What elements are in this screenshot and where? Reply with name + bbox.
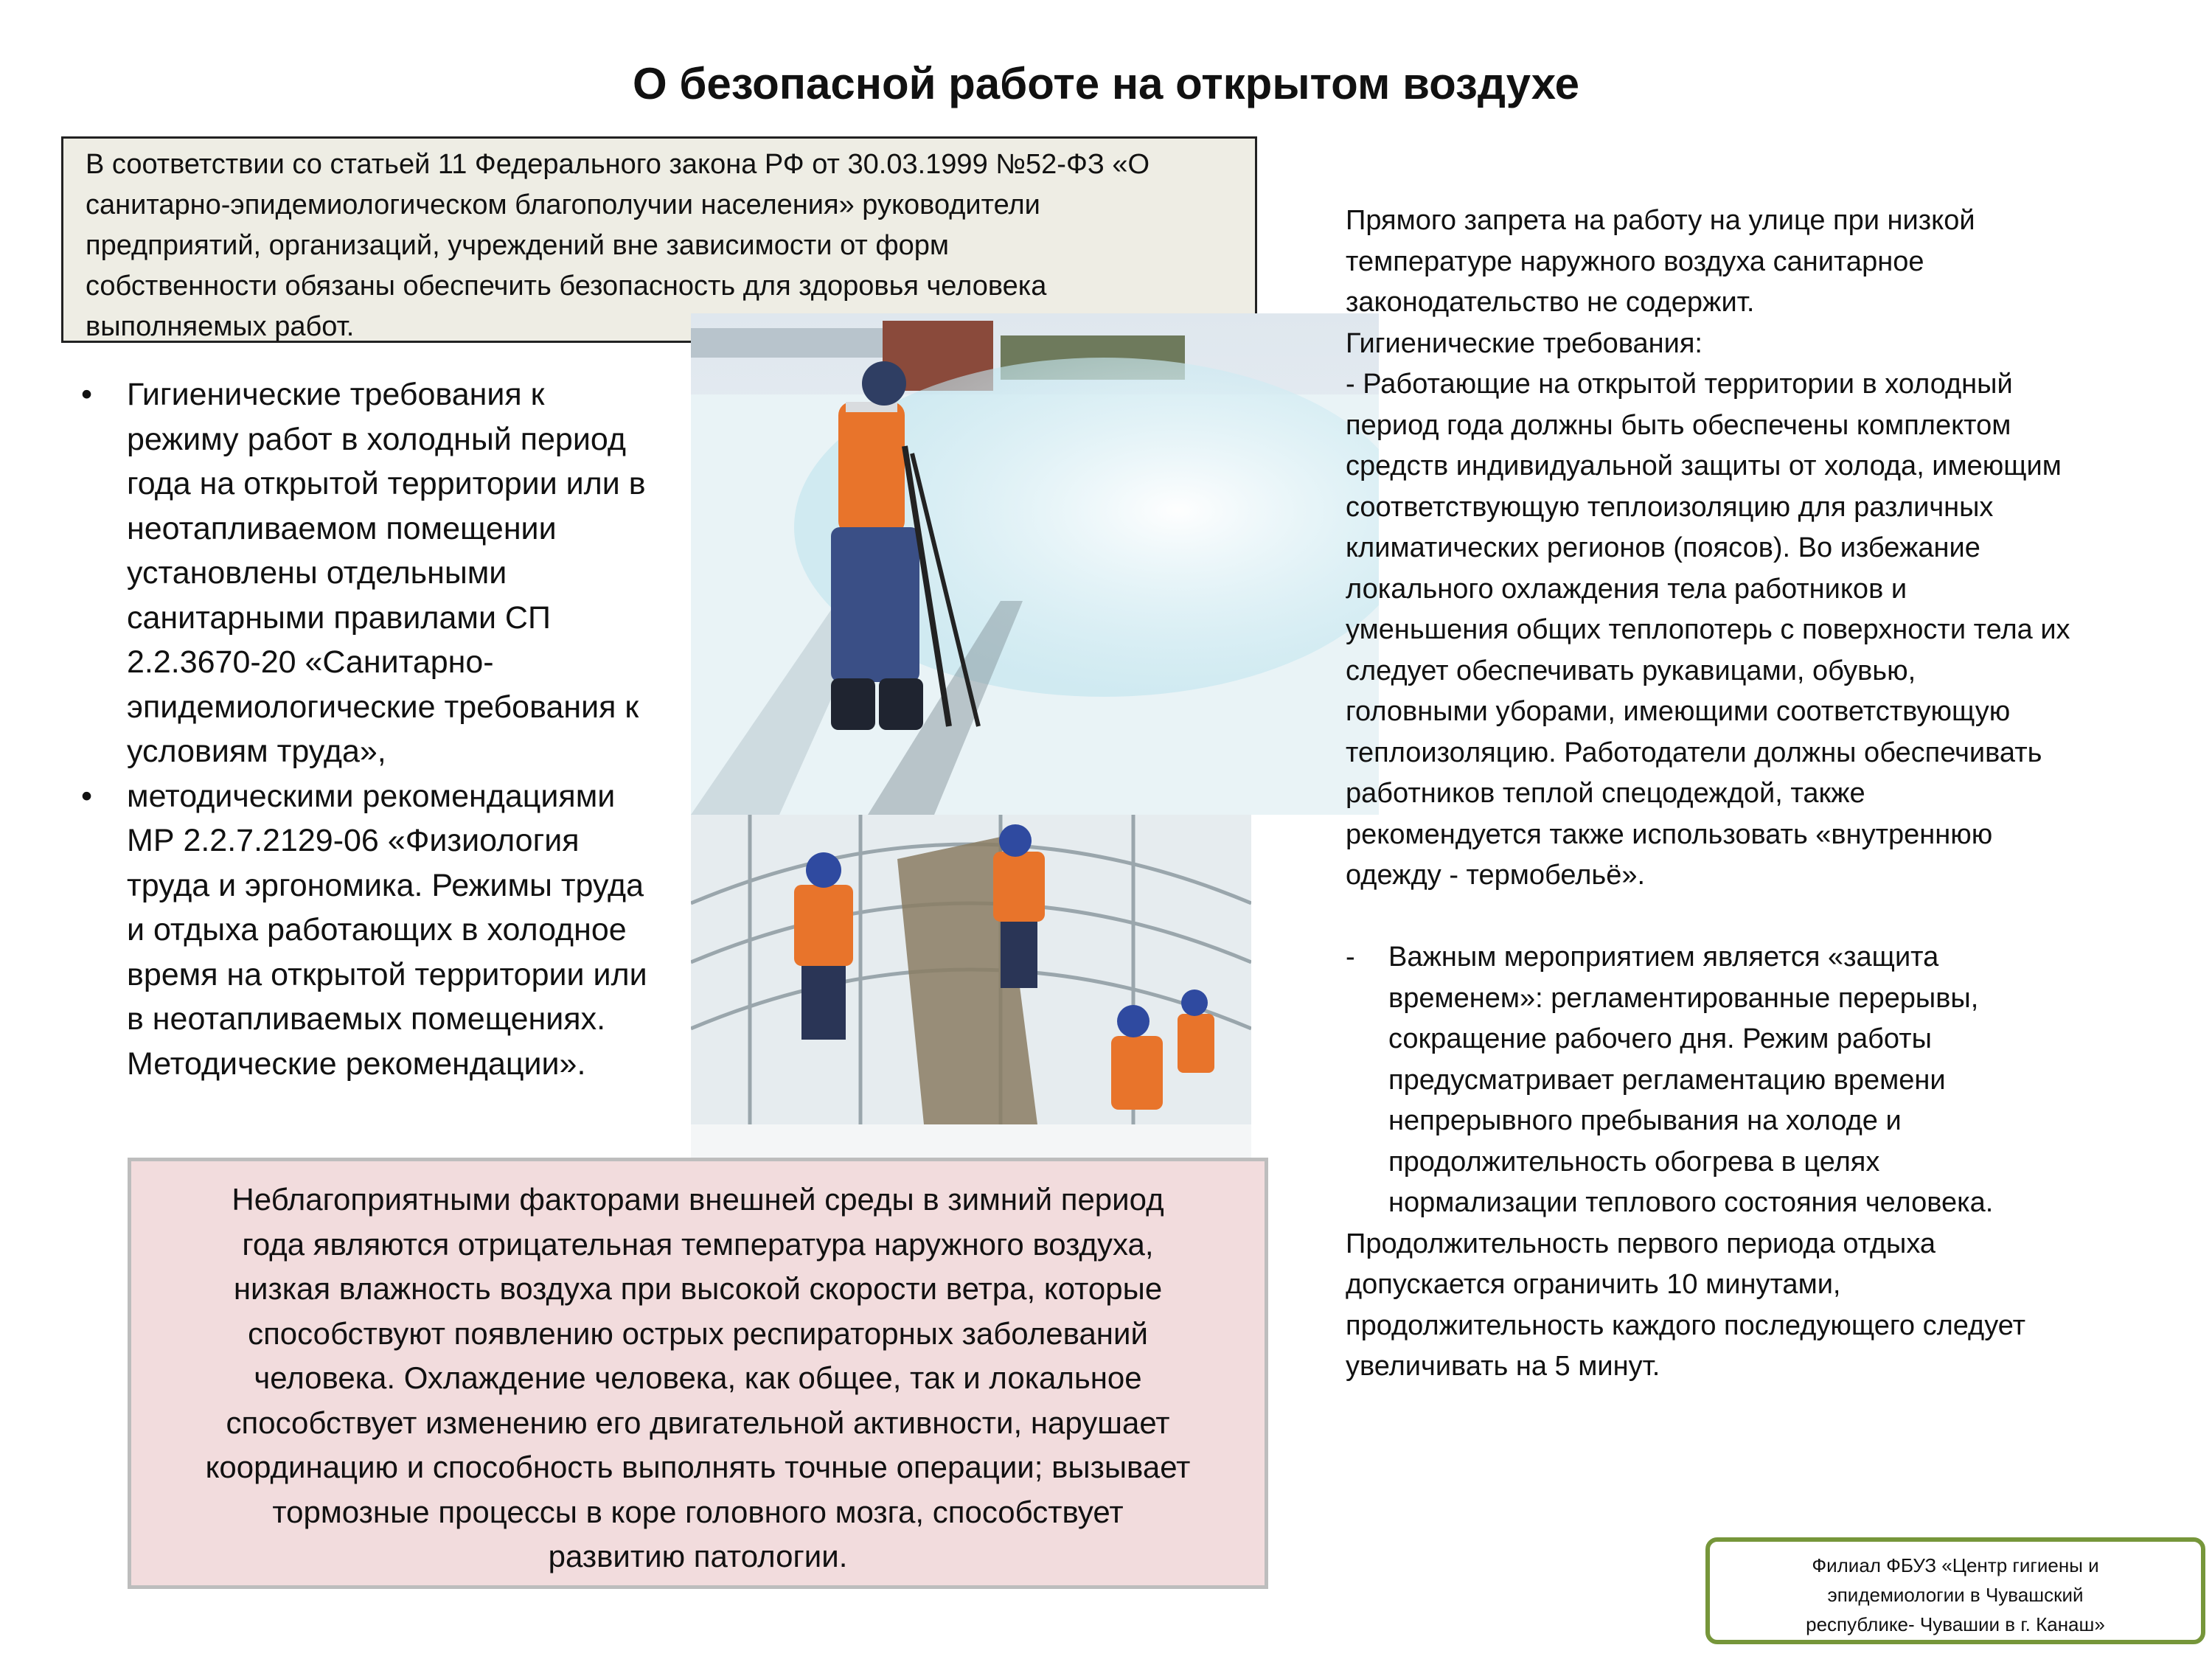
list-item xyxy=(74,372,693,774)
intro-line: одежду - термобельё». xyxy=(1346,860,1646,891)
intro-line: локального охлаждения тела работников и xyxy=(1346,573,1907,605)
branch-line: эпидемиологии в Чувашский xyxy=(1827,1584,2084,1606)
law-line: санитарно-эпидемиологическом благополучии населения» руководители xyxy=(86,189,1040,220)
list-item-line: неотапливаемом помещении xyxy=(127,510,557,546)
intro-line: теплоизоляцию. Работодатели должны обеспечивать xyxy=(1346,737,2042,768)
closing-line: Продолжительность первого периода отдыха xyxy=(1346,1228,1936,1259)
greenhouse-workers-photo xyxy=(691,815,1251,1165)
winter-railway-worker-photo xyxy=(691,313,1379,815)
dash-line: предусматривает регламентацию времени xyxy=(1388,1064,1946,1096)
intro-line: - Работающие на открытой территории в холодный xyxy=(1346,369,2013,400)
law-line: выполняемых работ. xyxy=(86,311,355,342)
law-line: собственности обязаны обеспечить безопасность для здоровья человека xyxy=(86,271,1047,302)
intro-line: работников теплой спецодеждой, также xyxy=(1346,778,1865,809)
factors-line: тормозные процессы в коре головного мозга, способствует xyxy=(272,1494,1124,1529)
dash-line: непрерывного пребывания на холоде и xyxy=(1388,1105,1902,1136)
intro-line: следует обеспечивать рукавицами, обувью, xyxy=(1346,655,1916,686)
list-item-line: установлены отдельными xyxy=(127,555,507,591)
hygiene-rules-list xyxy=(74,372,693,1086)
intro-line: соответствующую теплоизоляцию для различных xyxy=(1346,491,1994,523)
list-item-line: МР 2.2.7.2129-06 «Физиология xyxy=(127,823,580,858)
closing-line: допускается ограничить 10 минутами, xyxy=(1346,1269,1841,1300)
dash-line: продолжительность обогрева в целях xyxy=(1388,1146,1880,1178)
intro-line: Прямого запрета на работу на улице при низкой xyxy=(1346,205,1975,236)
dash-line: Важным мероприятием является «защита xyxy=(1388,942,1939,973)
factors-line: Неблагоприятными факторами внешней среды в зимний период xyxy=(232,1182,1164,1217)
factors-line: координацию и способность выполнять точные операции; вызывает xyxy=(205,1450,1191,1484)
factors-line: способствует изменению его двигательной активности, нарушает xyxy=(226,1405,1170,1440)
requirements-column xyxy=(1346,201,2171,1388)
dash-line: нормализации теплового состояния человека. xyxy=(1388,1187,1994,1218)
paragraph-gap xyxy=(1346,897,2171,938)
intro-line: Гигиенические требования: xyxy=(1346,327,1703,359)
list-item-line: 2.2.3670-20 «Санитарно- xyxy=(127,644,494,680)
bullet-marker: • xyxy=(81,778,93,814)
list-item-line: в неотапливаемых помещениях. xyxy=(127,1001,606,1037)
dash-line: сокращение рабочего дня. Режим работы xyxy=(1388,1023,1932,1054)
list-item-line: и отдыха работающих в холодное xyxy=(127,912,627,947)
organization-footer-box xyxy=(1705,1537,2205,1644)
list-item-line: санитарными правилами СП xyxy=(127,599,551,636)
intro-line: температуре наружного воздуха санитарное xyxy=(1346,246,1924,277)
dash-line: временем»: регламентированные перерывы, xyxy=(1388,982,1979,1014)
list-item-line: года на открытой территории или в xyxy=(127,466,646,501)
intro-line: рекомендуется также использовать «внутреннюю xyxy=(1346,818,1993,850)
dash-list-item xyxy=(1346,937,2171,1224)
factors-line: человека. Охлаждение человека, как общее, так и локальное xyxy=(254,1360,1142,1395)
closing-line: продолжительность каждого последующего следует xyxy=(1346,1310,2026,1341)
list-item-line: Гигиенические требования к xyxy=(127,377,545,412)
intro-line: головными уборами, имеющими соответствующую xyxy=(1346,696,2011,727)
dash-item-text xyxy=(1388,937,1993,1224)
bullet-marker: • xyxy=(81,377,93,412)
law-reference-box xyxy=(61,136,1257,343)
factors-line: способствуют появлению острых респираторных заболеваний xyxy=(248,1315,1148,1351)
dash-marker: - xyxy=(1346,942,1355,973)
intro-line: законодательство не содержит. xyxy=(1346,287,1755,318)
intro-line: уменьшения общих теплопотерь с поверхности тела их xyxy=(1346,614,2070,645)
law-line: В соответствии со статьей 11 Федерального закона РФ от 30.03.1999 №52-ФЗ «О xyxy=(86,149,1150,180)
list-item-line: режиму работ в холодный период xyxy=(127,421,626,457)
factors-line: развитию патологии. xyxy=(548,1539,848,1573)
list-item-line: условиям труда», xyxy=(127,734,386,769)
page-title: О безопасной работе на открытом воздухе xyxy=(632,59,1580,108)
closing-line: увеличивать на 5 минут. xyxy=(1346,1351,1660,1382)
law-line: предприятий, организаций, учреждений вне зависимости от форм xyxy=(86,230,949,261)
branch-line: Филиал ФБУЗ «Центр гигиены и xyxy=(1812,1554,2099,1576)
list-item-line: труда и эргономика. Режимы труда xyxy=(127,867,644,903)
intro-line: климатических регионов (поясов). Во избежание xyxy=(1346,532,1980,563)
list-item-line: методическими рекомендациями xyxy=(127,778,616,814)
factors-line: низкая влажность воздуха при высокой скорости ветра, которые xyxy=(233,1271,1163,1306)
adverse-factors-box xyxy=(128,1158,1268,1589)
list-item-line: время на открытой территории или xyxy=(127,956,647,992)
list-item xyxy=(74,774,693,1087)
list-item-line: Методические рекомендации». xyxy=(127,1046,586,1082)
factors-line: года являются отрицательная температура наружного воздуха, xyxy=(242,1226,1154,1262)
branch-line: республике- Чувашии в г. Канаш» xyxy=(1806,1613,2105,1635)
intro-line: период года должны быть обеспечены комплектом xyxy=(1346,409,2011,441)
intro-line: средств индивидуальной защиты от холода, имеющим xyxy=(1346,451,2062,481)
list-item-line: эпидемиологические требования к xyxy=(127,689,639,725)
